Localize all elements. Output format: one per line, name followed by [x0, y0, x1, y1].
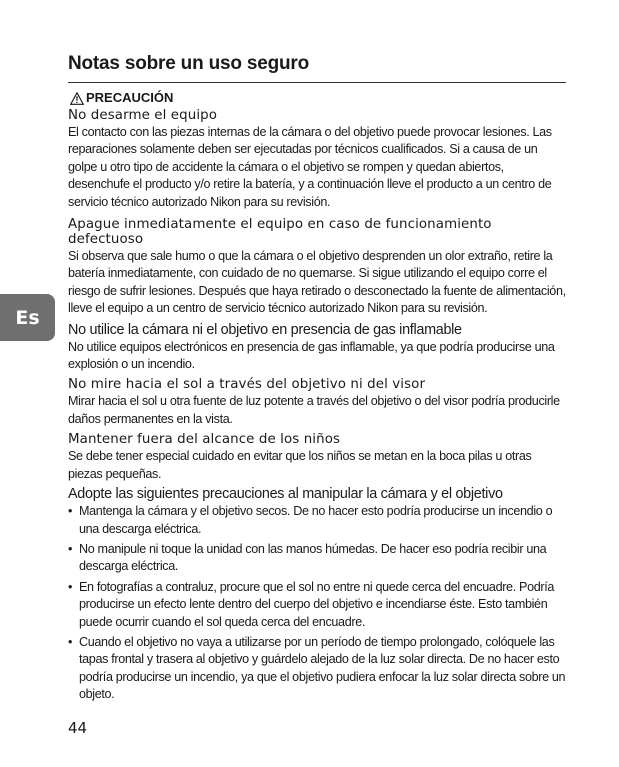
precaution-label [68, 90, 566, 106]
section-heading: No desarme el equipo [68, 108, 218, 123]
section-gas-inflamable [68, 323, 566, 374]
list-item: • En fotografías a contraluz, procure que el sol no entre ni quede cerca del encuadre. Podría producirse un efecto lente dentro del cuerpo del objetivo e incendiarse éste. Esto también puede ocurrir cuando el sol queda cerca del encuadre. [68, 579, 566, 631]
section-apague [68, 217, 566, 318]
section-body: No utilice equipos electrónicos en presencia de gas inflamable, ya que podría producirse una explosión o un incendio. [68, 339, 555, 372]
section-no-desarme [68, 108, 566, 211]
section-body: Mirar hacia el sol u otra fuente de luz potente a través del objetivo o del visor podría producirle daños permanentes en la vista. [68, 394, 560, 426]
precautions-list [68, 503, 566, 703]
page-number: 44 [68, 719, 88, 737]
language-tab: Es [0, 294, 55, 341]
page-title: Notas sobre un uso seguro [68, 52, 566, 83]
warning-triangle-icon [70, 92, 84, 105]
section-heading: Adopte las siguientes precauciones al manipular la cámara y el objetivo [68, 486, 503, 503]
section-body: Si observa que sale humo o que la cámara o el objetivo desprenden un olor extraño, retire la batería inmediatamente, con cuidado de no quemarse. Si sigue utilizando el equipo corre el riesgo de sufrir lesiones. Después que haya retirado o desconectado la fuente de alimentación, lleve el equipo a un centro de servicio técnico autorizado Nikon para su revisión. [68, 249, 566, 316]
list-item: • No manipule ni toque la unidad con las manos húmedas. De hacer eso podría recibir una descarga eléctrica. [68, 541, 566, 576]
section-heading: Apague inmediatamente el equipo en caso de funcionamiento defectuoso [68, 217, 492, 248]
section-body: Se debe tener especial cuidado en evitar que los niños se metan en la boca pilas u otras piezas pequeñas. [68, 449, 532, 481]
section-heading: Mantener fuera del alcance de los niños [68, 432, 341, 448]
list-item: • Cuando el objetivo no vaya a utilizarse por un período de tiempo prolongado, colóquele las tapas frontal y trasera al objetivo y guárdelo alejado de la luz solar directa. De no hacer esto podría producirse un incendio, ya que el objetivo pudiera enfocar la luz solar directa sobre un objeto. [68, 634, 566, 704]
section-no-mire-sol [68, 377, 566, 428]
document-page [68, 52, 566, 707]
precaution-text: PRECAUCIÓN [86, 90, 174, 105]
section-body: El contacto con las piezas internas de la cámara o del objetivo puede provocar lesiones. Las reparaciones solamente deben ser ejecutadas por técnicos cualificados. Si a causa de un golpe u otro tipo de accidente la cámara o el objetivo se rompen y quedan abiertos, desenchufe el producto y/o retire la batería, y a continuación lleve el producto a un centro de servicio técnico autorizado Nikon para su revisión. [68, 125, 552, 209]
section-ninos [68, 432, 566, 483]
section-heading: No utilice la cámara ni el objetivo en presencia de gas inflamable [68, 321, 462, 338]
section-heading: No mire hacia el sol a través del objetivo ni del visor [68, 377, 426, 393]
section-precauciones [68, 487, 566, 703]
list-item: • Mantenga la cámara y el objetivo secos. De no hacer esto podría producirse un incendio o una descarga eléctrica. [68, 503, 566, 538]
